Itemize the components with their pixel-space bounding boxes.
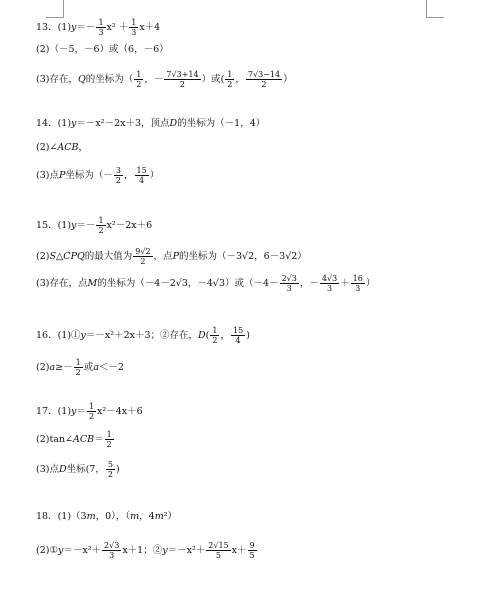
text-segment: ， xyxy=(235,73,245,85)
text-segment: ＝－x²＋ xyxy=(63,544,102,556)
text-segment: ＜－2 xyxy=(98,361,124,373)
text-segment: 16．(1)① xyxy=(36,329,81,341)
fraction xyxy=(231,326,245,345)
text-segment: 坐标(7， xyxy=(66,463,105,475)
text-segment: ²） xyxy=(163,511,178,522)
fraction xyxy=(133,247,152,266)
math-variable: D xyxy=(198,329,206,341)
fraction-numerator: 3 xyxy=(115,166,121,175)
fraction-numerator: 1 xyxy=(227,70,233,79)
fraction-denominator: 5 xyxy=(249,551,255,560)
fraction-numerator: 16 xyxy=(352,274,363,283)
answer-14-line-1 xyxy=(36,118,484,130)
fraction xyxy=(114,166,123,185)
text-segment: ＝ xyxy=(76,405,86,417)
fraction xyxy=(351,274,365,293)
fraction-denominator: 2 xyxy=(106,440,112,449)
text-segment: ＝－x²＋2x＋3；②存在， xyxy=(85,329,199,341)
text-segment: ，－ xyxy=(144,73,164,85)
fraction xyxy=(129,18,138,37)
text-segment: ） xyxy=(365,277,376,289)
fraction-denominator: 2 xyxy=(227,80,233,89)
text-segment: 的最大值为 xyxy=(84,250,133,262)
fraction-numerator: 5 xyxy=(107,460,113,469)
fraction xyxy=(225,70,234,89)
math-variable: m xyxy=(154,511,164,522)
text-segment: ） xyxy=(283,73,293,85)
answer-13-line-3 xyxy=(36,70,484,89)
fraction-numerator: 7√3−14 xyxy=(247,70,281,79)
crop-mark-top-left-vertical xyxy=(63,0,64,18)
fraction-denominator: 2 xyxy=(212,336,218,345)
answer-16-line-1 xyxy=(36,326,484,345)
fraction xyxy=(135,166,149,185)
fraction-denominator: 3 xyxy=(98,28,104,37)
fraction xyxy=(210,326,219,345)
fraction-denominator: 3 xyxy=(286,284,292,293)
text-segment: 14．(1) xyxy=(36,118,72,129)
text-segment: 或 xyxy=(83,361,94,373)
text-segment: 18．(1)（3 xyxy=(36,511,87,522)
answer-14-line-2 xyxy=(36,142,484,154)
fraction-numerator: 1 xyxy=(88,402,95,411)
text-segment: 17．(1) xyxy=(36,405,72,417)
math-variable: m xyxy=(130,511,140,522)
answer-17-line-2 xyxy=(36,430,484,449)
answer-15-line-1 xyxy=(36,216,484,235)
text-segment: ） xyxy=(149,169,160,181)
text-segment: (2)tan∠ xyxy=(36,433,74,445)
math-variable: ACB xyxy=(73,433,95,445)
text-segment: (2)∠ xyxy=(36,142,58,153)
text-segment: ) xyxy=(115,463,120,475)
text-segment: ＋ xyxy=(340,277,350,289)
math-variable: y xyxy=(71,21,77,33)
text-segment: ＝－x²＋ xyxy=(167,544,206,556)
text-segment: ( xyxy=(205,329,210,341)
answer-17-line-1 xyxy=(36,402,484,421)
fraction-denominator: 3 xyxy=(131,28,137,37)
fraction-numerator: 7√3+14 xyxy=(166,70,199,79)
fraction xyxy=(96,18,105,37)
fraction-denominator: 2 xyxy=(140,257,146,266)
fraction xyxy=(320,274,339,293)
fraction-denominator: 5 xyxy=(215,551,221,560)
text-segment: 的坐标为（－4－2√3，－4√3）或（－4－ xyxy=(97,277,279,289)
math-variable: S xyxy=(49,250,56,262)
math-variable: y xyxy=(71,219,77,231)
text-segment: ＝－x²－2x＋3，顶点 xyxy=(76,118,170,129)
text-segment: (3)点 xyxy=(36,169,59,181)
answer-16-line-2 xyxy=(36,358,484,377)
text-segment: (3)点 xyxy=(36,463,59,475)
text-segment: 的坐标为（－3√2，6－3√2） xyxy=(178,250,307,262)
text-segment: 13．(1) xyxy=(36,21,72,33)
answer-15-line-3 xyxy=(36,274,484,293)
math-variable: P xyxy=(58,169,66,181)
text-segment: △ xyxy=(55,250,64,262)
text-segment: 15．(1) xyxy=(36,219,72,231)
fraction xyxy=(246,70,282,89)
math-variable: a xyxy=(49,361,56,373)
math-variable: CPQ xyxy=(63,250,85,262)
text-segment: x²－2x＋6 xyxy=(106,219,153,231)
text-segment: (3)存在， xyxy=(36,73,78,85)
answer-15-line-2 xyxy=(36,247,484,266)
text-segment: ＝－ xyxy=(76,219,96,231)
math-variable: y xyxy=(71,405,77,417)
fraction-denominator: 3 xyxy=(109,551,115,560)
text-segment: 的坐标为（－1，4） xyxy=(177,118,266,129)
text-segment: x²－4x＋6 xyxy=(97,405,143,417)
fraction xyxy=(134,70,143,89)
fraction-numerator: 2√3 xyxy=(104,541,120,550)
fraction xyxy=(74,358,83,377)
fraction-numerator: 1 xyxy=(212,326,218,335)
text-segment: (2) xyxy=(36,250,50,262)
fraction xyxy=(106,460,115,479)
text-segment: ≥－ xyxy=(55,361,73,373)
fraction-denominator: 2 xyxy=(75,368,81,377)
text-segment: 坐标为（－ xyxy=(65,169,113,181)
fraction-numerator: 1 xyxy=(131,18,137,27)
fraction-numerator: 9√2 xyxy=(135,247,151,256)
fraction-numerator: 1 xyxy=(98,18,104,27)
fraction-denominator: 3 xyxy=(355,284,361,293)
math-variable: Q xyxy=(77,73,86,85)
answer-13-line-2 xyxy=(36,44,484,56)
fraction-denominator: 2 xyxy=(98,226,104,235)
answer-18-line-2 xyxy=(36,541,484,560)
fraction-denominator: 2 xyxy=(179,80,186,89)
answer-13-line-1 xyxy=(36,18,484,37)
fraction-numerator: 1 xyxy=(75,358,81,367)
fraction-denominator: 2 xyxy=(136,80,142,89)
text-segment: ，－ xyxy=(299,277,319,289)
math-variable: y xyxy=(162,544,168,556)
fraction xyxy=(164,70,200,89)
fraction xyxy=(96,216,105,235)
text-segment: ）或( xyxy=(201,73,225,85)
fraction-numerator: 4√3 xyxy=(321,274,338,283)
text-segment: ，0），（ xyxy=(95,511,131,522)
fraction xyxy=(102,541,121,560)
fraction-numerator: 2√3 xyxy=(281,274,297,283)
text-segment: x² ＋ xyxy=(106,21,129,33)
fraction-denominator: 4 xyxy=(235,336,241,345)
answer-18-line-1 xyxy=(36,511,484,523)
answer-14-line-3 xyxy=(36,166,484,185)
text-segment: x＋ xyxy=(231,544,247,556)
math-variable: ACB xyxy=(57,142,79,153)
text-segment: ，4 xyxy=(139,511,155,522)
text-segment: x＋4 xyxy=(139,21,161,33)
fraction-numerator: 1 xyxy=(136,70,142,79)
fraction-numerator: 1 xyxy=(98,216,104,225)
fraction-denominator: 3 xyxy=(326,284,333,293)
fraction-numerator: 15 xyxy=(136,166,147,175)
answer-17-line-3 xyxy=(36,460,484,479)
math-variable: y xyxy=(80,329,86,341)
text-segment: (2)（－5，－6）或（6，－6） xyxy=(36,44,169,55)
text-segment: x＋1；② xyxy=(122,544,163,556)
text-segment: ， xyxy=(123,169,134,181)
fraction-numerator: 1 xyxy=(106,430,112,439)
text-segment: ， xyxy=(78,142,89,153)
text-segment: ，点 xyxy=(153,250,173,262)
math-variable: y xyxy=(71,118,77,129)
crop-mark-top-right-vertical xyxy=(426,0,427,18)
math-variable: D xyxy=(58,463,67,475)
math-variable: y xyxy=(57,544,64,556)
fraction-denominator: 2 xyxy=(115,176,121,185)
text-segment: ＝－ xyxy=(76,21,96,33)
fraction xyxy=(206,541,230,560)
fraction xyxy=(248,541,257,560)
math-variable: M xyxy=(87,277,98,289)
fraction-denominator: 4 xyxy=(139,176,145,185)
text-segment: ＝ xyxy=(94,433,104,445)
fraction-denominator: 2 xyxy=(107,470,113,479)
math-variable: D xyxy=(169,118,178,129)
math-variable: a xyxy=(93,361,99,373)
fraction xyxy=(105,430,114,449)
fraction xyxy=(280,274,299,293)
fraction xyxy=(87,402,96,421)
fraction-denominator: 2 xyxy=(88,412,95,421)
fraction-numerator: 2√15 xyxy=(208,541,229,550)
math-variable: m xyxy=(86,511,96,522)
fraction-denominator: 2 xyxy=(261,80,267,89)
fraction-numerator: 9 xyxy=(249,541,255,550)
text-segment: 的坐标为（ xyxy=(85,73,134,85)
text-segment: ) xyxy=(246,329,250,341)
math-variable: P xyxy=(172,250,179,262)
text-segment: (2) xyxy=(36,361,50,373)
text-segment: (2)① xyxy=(36,544,58,556)
text-segment: (3)存在，点 xyxy=(36,277,88,289)
text-segment: ， xyxy=(220,329,230,341)
fraction-numerator: 15 xyxy=(233,326,244,335)
